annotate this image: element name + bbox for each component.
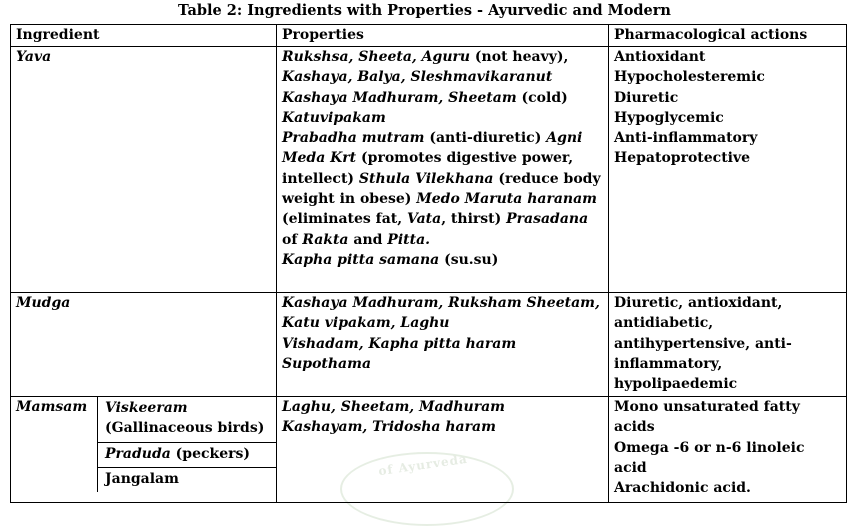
property-line — [282, 334, 603, 354]
property-line — [282, 354, 603, 374]
table-caption: Table 2: Ingredients with Properties - Ayurvedic and Modern — [178, 2, 671, 19]
header-actions: Pharmacological actions — [609, 25, 847, 47]
ingredients-table — [10, 24, 847, 503]
action-line: Hepatoprotective — [614, 150, 751, 167]
text-run: Katuvipakam — [282, 109, 386, 126]
text-run: (not heavy), — [470, 49, 569, 65]
action-line: antihypertensive, anti- — [614, 335, 792, 352]
text-run: (anti-diuretic) — [424, 130, 547, 147]
text-run: (reduce body weight in obese) — [282, 170, 601, 208]
property-line — [282, 250, 603, 270]
text-run: Prasadana — [506, 211, 589, 228]
text-run: Kashaya Madhuram, Ruksham Sheetam, — [282, 295, 600, 311]
header-row — [11, 25, 847, 47]
text-run: Viskeeram — [105, 400, 188, 416]
text-run: Kashayam, Tridosha haram — [282, 419, 496, 436]
property-line — [282, 313, 603, 333]
watermark-text: of Ayurveda — [377, 451, 469, 479]
action-line: Antioxidant — [614, 49, 706, 65]
text-run: Medo Maruta haranam — [416, 191, 597, 208]
action-line: Diuretic, antioxidant, — [614, 295, 783, 311]
action-line: Omega -6 or n-6 linoleic — [614, 439, 805, 456]
text-run: (su.su) — [439, 251, 499, 268]
text-run: Kashaya, Balya, Sleshmavikaranut — [282, 69, 553, 86]
action-line: inflammatory, — [614, 355, 723, 372]
property-line — [282, 293, 603, 313]
ingredient-name: Mamsam — [11, 397, 98, 492]
text-run: Supothama — [282, 355, 372, 372]
text-run: Prabadha mutram — [282, 130, 425, 147]
action-line: acids — [614, 419, 655, 436]
text-run: Kapha pitta samana — [282, 251, 440, 268]
action-line: Arachidonic acid. — [614, 480, 751, 497]
text-run: Katu vipakam, Laghu — [282, 315, 450, 332]
text-run: , thirst) — [441, 211, 507, 228]
text-run: Agni Meda Krt — [282, 130, 583, 167]
text-run: Rakta — [302, 231, 349, 248]
text-run: Praduda — [105, 445, 171, 462]
property-line — [282, 128, 603, 250]
properties-cell — [277, 47, 609, 293]
header-ingredient: Ingredient — [11, 25, 277, 47]
action-line: antidiabetic, — [614, 315, 714, 332]
action-line: Hypoglycemic — [614, 109, 724, 126]
text-run: (cold) — [516, 89, 568, 106]
action-line: Diuretic — [614, 89, 679, 106]
property-line — [282, 47, 603, 88]
ingredient-cell: Yava — [11, 47, 277, 293]
subtype-row — [98, 443, 276, 468]
text-run: Laghu, Sheetam, Madhuram — [282, 399, 505, 415]
ingredient-cell: Mudga — [11, 293, 277, 397]
property-line — [282, 108, 603, 128]
text-run: Pitta. — [387, 231, 431, 248]
text-run: Vata — [407, 211, 442, 228]
action-line: hypolipaedemic — [614, 376, 738, 393]
text-run: Rukshsa, Sheeta, Aguru — [282, 49, 471, 65]
table-row — [11, 293, 847, 397]
action-line: Anti-inflammatory — [614, 130, 758, 147]
text-run: and — [348, 231, 388, 248]
action-line: acid — [614, 459, 647, 476]
header-properties: Properties — [277, 25, 609, 47]
property-line — [282, 88, 603, 108]
subtype-list — [98, 397, 276, 492]
text-run: (Gallinaceous birds) — [105, 420, 265, 437]
text-run: (eliminates fat, — [282, 211, 407, 228]
subtype-row — [98, 397, 276, 443]
text-run: (promotes digestive power, intellect) — [282, 150, 574, 187]
property-line — [282, 417, 603, 437]
text-run: Sthula Vilekhana — [358, 170, 494, 187]
properties-cell — [277, 293, 609, 397]
actions-cell — [609, 293, 847, 397]
text-run: (peckers) — [170, 445, 251, 462]
text-run: Jangalam — [105, 470, 179, 487]
text-run: Vishadam, Kapha pitta haram — [282, 335, 517, 352]
subtype-row — [98, 468, 276, 492]
property-line — [282, 397, 603, 417]
action-line: Mono unsaturated fatty — [614, 399, 800, 415]
actions-cell — [609, 47, 847, 293]
text-run: of — [282, 231, 303, 248]
table-row — [11, 47, 847, 293]
action-line: Hypocholesteremic — [614, 69, 765, 86]
text-run: Kashaya Madhuram, Sheetam — [282, 89, 517, 106]
